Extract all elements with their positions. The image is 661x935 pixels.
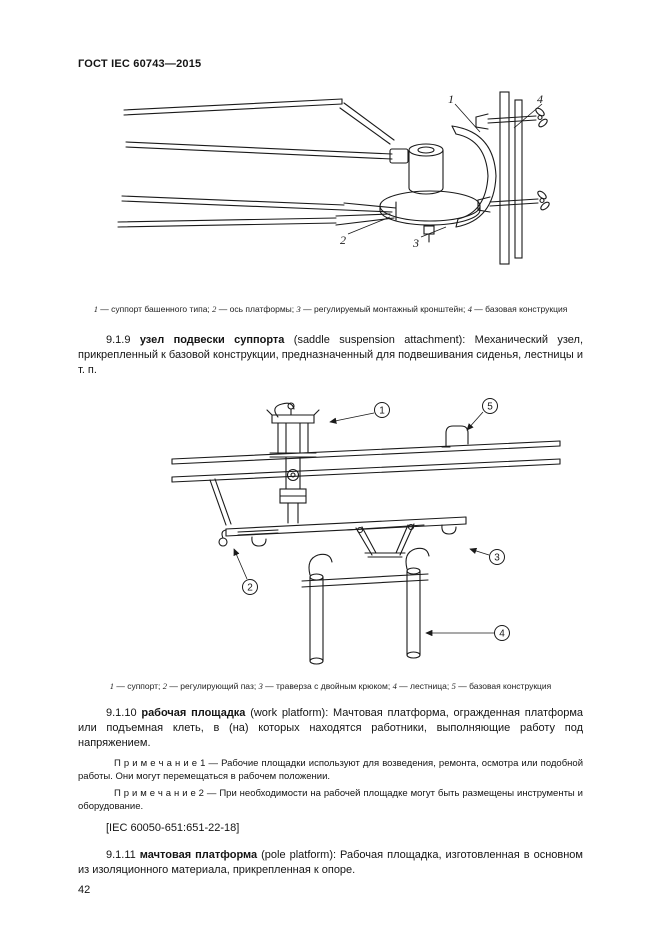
figure2 [160,397,583,675]
caption1-text-4: — базовая конструкция [471,304,568,314]
note-1 [78,758,583,783]
figure1-callouts [340,92,543,250]
figure1-leader-lines [348,104,542,237]
figure1 [96,86,583,292]
term-9-1-9-number: 9.1.9 [106,333,131,346]
note-1-label: П р и м е ч а н и е 1 — [114,757,218,769]
term-9-1-9-definition: (saddle suspension attachment): Механический узел, прикрепленный к базовой конструкции, предназначенный для подвешивания сиденья, лестницы и т. п. [78,333,584,376]
caption2-num-2: 2 [162,681,168,692]
note-2 [78,788,583,813]
figure2-callout-4 [495,626,510,641]
note-1-text: Рабочие площадки используют для возведения, ремонта, осмотра или подобной работы. Они могут перемещаться в рабочем положении. [78,757,583,782]
term-9-1-10-name: рабочая площадка [141,707,246,720]
page-number: 42 [78,883,91,896]
figure2-callout-3 [490,550,505,565]
term-9-1-10-definition: (work platform): Мачтовая платформа, огражденная платформа или подъемная клеть, в (на) которых находятся работники, выполняющие работу под напряжением. [78,707,583,750]
figure1-drawing [96,86,576,292]
caption2-num-3: 3 [258,681,263,692]
svg-text:3: 3 [494,552,500,564]
svg-text:4: 4 [499,628,505,640]
figure1-callout-2: 2 [340,233,346,247]
caption2-text-3: — траверза с двойным крюком; [262,681,393,692]
caption1-num-4: 4 [467,304,472,314]
figure2-callout-5 [483,399,498,414]
term-9-1-9 [78,333,583,378]
figure2-drawing [160,397,570,675]
caption2-text-5: — базовая конструкция [455,681,552,692]
figure2-caption [78,681,583,692]
figure1-caption [78,304,583,315]
figure1-callout-1: 1 [448,92,454,106]
term-9-1-10-number: 9.1.10 [106,707,137,720]
term-9-1-11 [78,848,583,878]
term-9-1-10 [78,706,583,751]
caption2-num-5: 5 [451,681,456,692]
figure2-callout-1 [375,403,390,418]
caption1-num-2: 2 [212,304,217,314]
term-9-1-11-name: мачтовая платформа [139,849,258,862]
term-9-1-11-definition: (pole platform): Рабочая площадка, изготовленная в основном из изоляционного материала, прикрепленная к опоре. [78,849,583,876]
svg-text:5: 5 [487,401,493,413]
caption1-text-3: — регулируемый монтажный кронштейн; [300,304,468,314]
caption2-num-1: 1 [109,681,114,692]
iec-reference: [IEC 60050-651:651-22-18] [106,822,240,835]
figure1-callout-4: 4 [537,92,543,106]
caption1-text-2: — ось платформы; [216,304,297,314]
caption2-text-2: — регулирующий паз; [167,681,259,692]
figure1-callout-3: 3 [413,236,419,250]
doc-header: ГОСТ IEC 60743—2015 [78,58,202,70]
caption1-num-3: 3 [296,304,301,314]
svg-text:2: 2 [247,582,253,594]
caption2-text-4: — лестница; [396,681,452,692]
figure2-callout-2 [243,580,258,595]
caption1-text-1: — суппорт башенного типа; [97,304,213,314]
term-9-1-11-number: 9.1.11 [106,849,136,862]
caption2-num-4: 4 [392,681,397,692]
term-9-1-9-name: узел подвески суппорта [139,333,285,346]
caption1-num-1: 1 [93,304,98,314]
note-2-text: При необходимости на рабочей площадке могут быть размещены инструменты и оборудование. [78,788,583,812]
caption2-text-1: — суппорт; [113,681,163,692]
svg-text:1: 1 [379,405,385,417]
note-2-label: П р и м е ч а н и е 2 — [114,788,217,800]
